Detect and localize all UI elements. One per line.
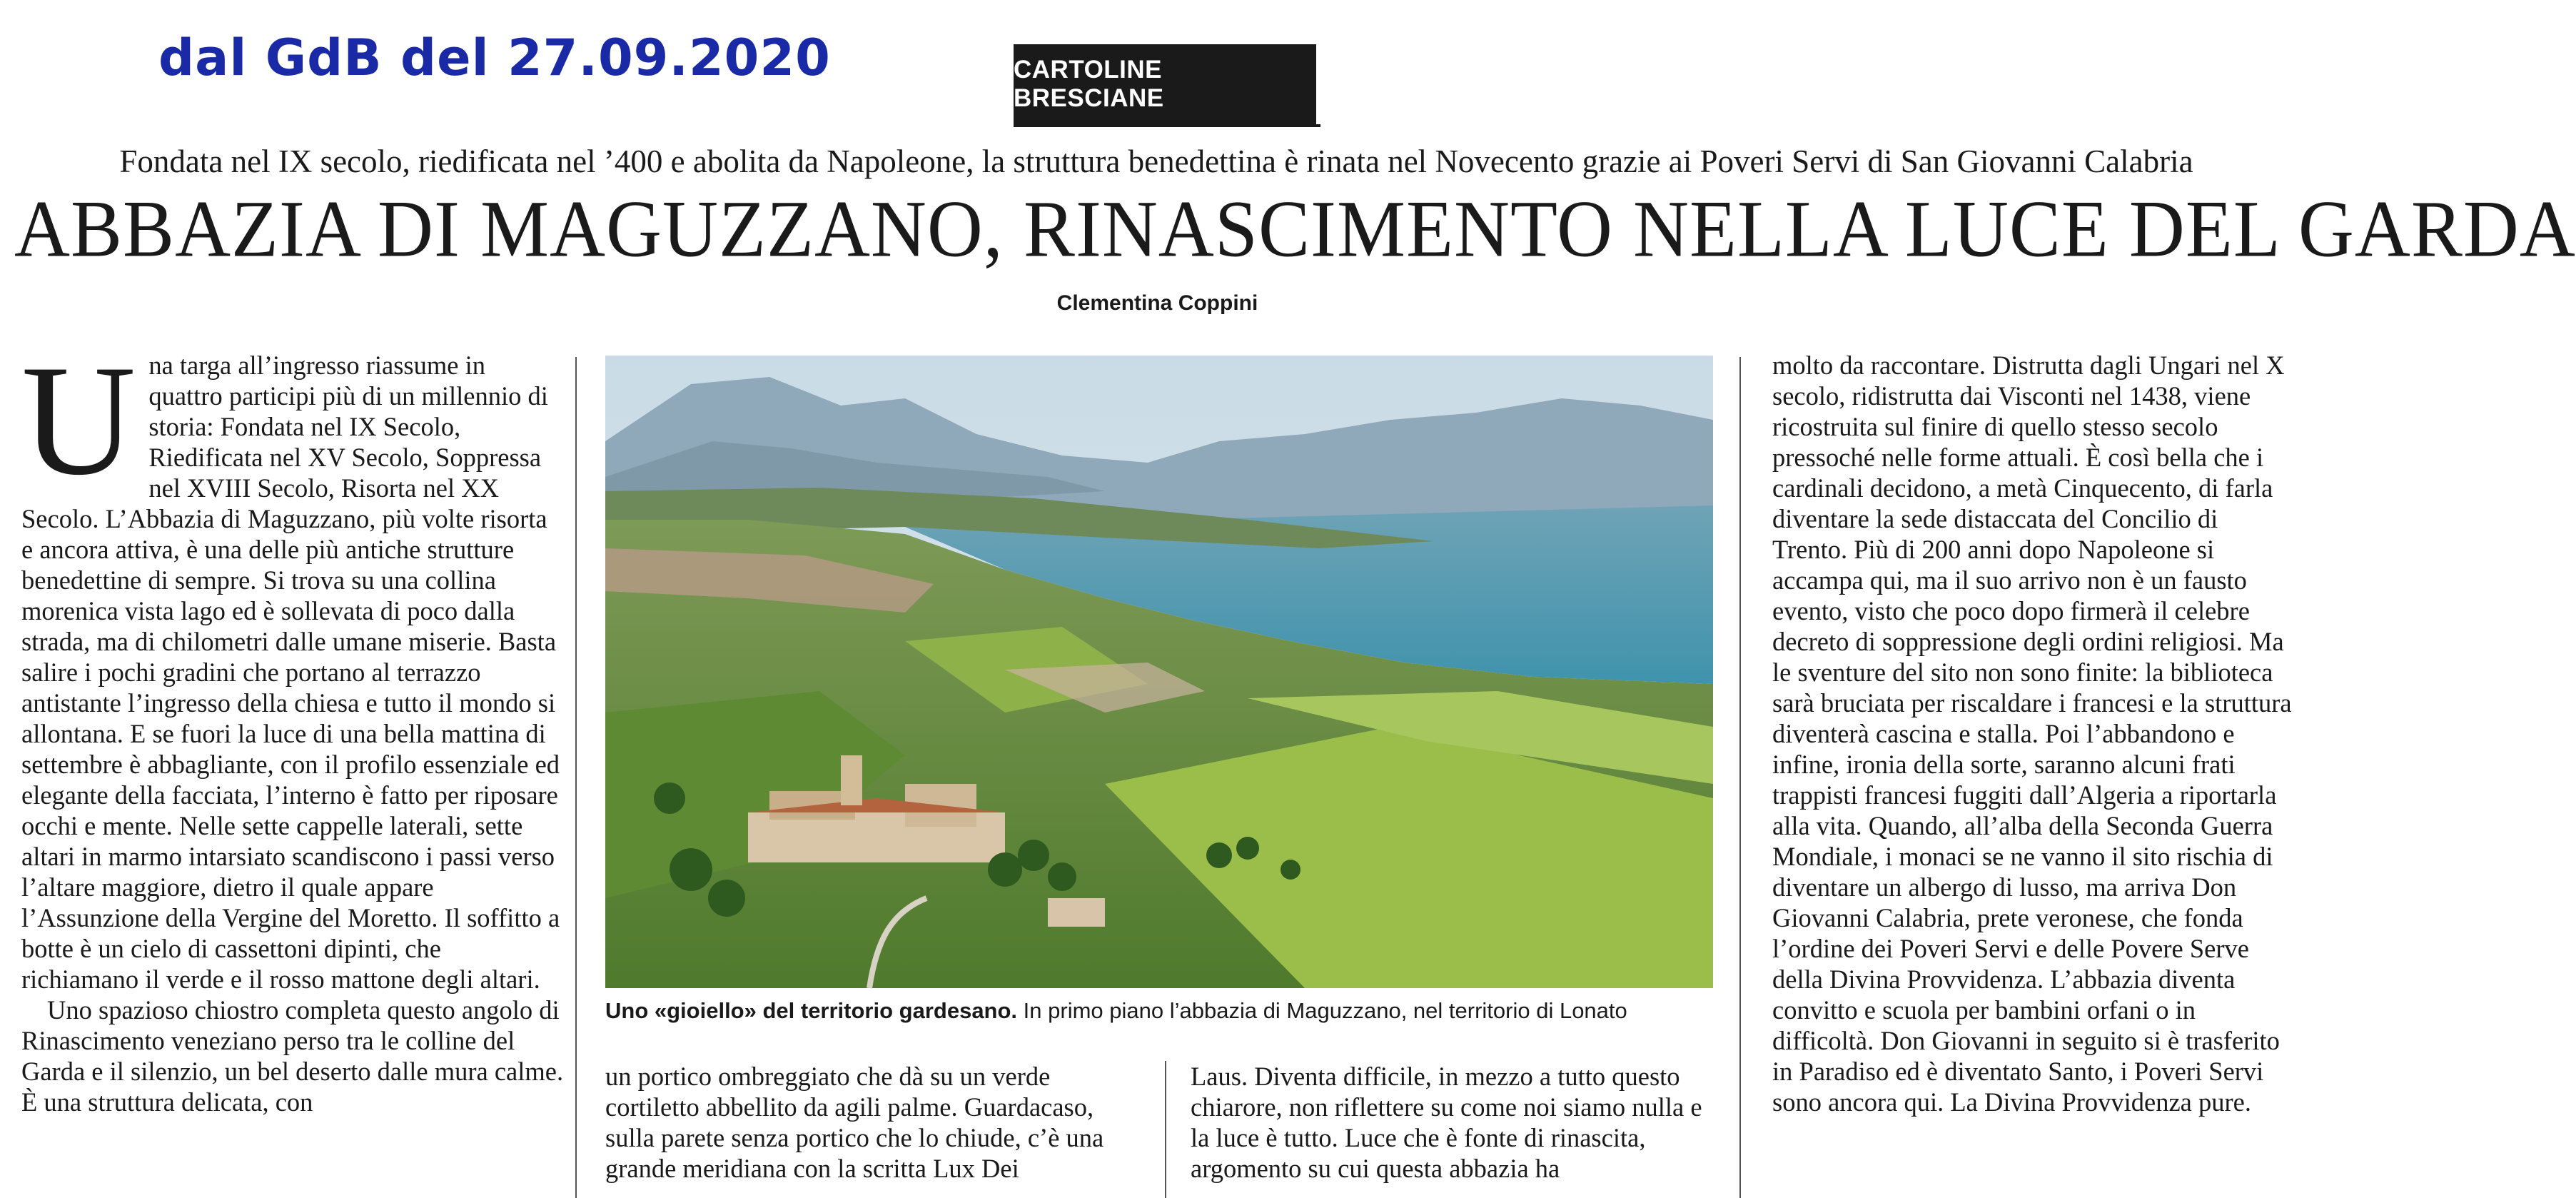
source-label: dal GdB del 27.09.2020 (158, 29, 831, 87)
article-paragraph: molto da raccontare. Distrutta dagli Ungari nel X secolo, ridistrutta dai Visconti nel 1438, viene ricostruita sul finire di quello stesso secolo pressoché nelle forme attuali. È così bella che i cardinali decidono, a metà Cinquecento, di farla diventare la sede distaccata del Concilio di Trento. Più di 200 anni dopo Napoleone si accampa qui, ma il suo arrivo non è un fausto evento, visto che poco dopo firmerà il celebre decreto di soppressione degli ordini religiosi. Ma le sventure del sito non sono finite: la biblioteca sarà bruciata per riscaldare i francesi e la struttura diventerà cascina e stalla. Poi l’abbandono e infine, ironia della sorte, saranno alcuni frati trappisti francesi fuggiti dall’Algeria a riportarla alla vita. Quando, all’alba della Seconda Guerra Mondiale, i monaci se ne vanno il sito rischia di diventare un albergo di lusso, ma arriva Don Giovanni Calabria, prete veronese, che fonda l’ordine dei Poveri Servi e delle Povere Serve della Divina Provvidenza. L’abbazia diventa convitto e scuola per bambini orfani o in difficoltà. Don Giovanni in seguito si è trasferito in Paradiso ed è diventato Santo, i Poveri Servi sono ancora qui. La Divina Provvidenza pure. (1772, 351, 2292, 1117)
article-column-3 (1191, 1061, 1715, 1184)
photo-caption (605, 998, 1719, 1024)
article-column-2 (605, 1061, 1137, 1184)
article-paragraph: Laus. Diventa difficile, in mezzo a tutto questo chiarore, non riflettere su come noi siamo nulla e la luce è tutto. Luce che è fonte di rinascita, argomento su cui questa abbazia ha (1191, 1062, 1702, 1183)
article-paragraph: na targa all’ingresso riassume in quattro participi più di un millennio di storia: Fondata nel IX Secolo, Riedificata nel XV Secolo, Soppressa nel XVIII Secolo, Risorta nel XX Secolo. L’Abbazia di Maguzzano, più volte risorta e ancora attiva, è una delle più antiche strutture benedettine di sempre. Si trova su una collina morenica vista lago ed è sollevata di poco dalla strada, ma di chilometri dalle umane miserie. Basta salire i pochi gradini che portano al terrazzo antistante l’ingresso della chiesa e tutto il mondo si allontana. E se fuori la luce di una bella mattina di settembre è abbagliante, con il profilo essenziale ed elegante della facciata, l’interno è fatto per riposare occhi e mente. Nelle sette cappelle laterali, sette altari in marmo intarsiato scandiscono i passi verso l’altare maggiore, dietro il quale appare l’Assunzione della Vergine del Moretto. Il soffitto a botte è un cielo di cassettoni dipinti, che richiamano il verde e il rosso mattone degli altari. (21, 351, 560, 994)
column-divider (1739, 357, 1741, 1198)
article-paragraph: un portico ombreggiato che dà su un verde cortiletto abbellito da agili palme. Guardacaso, sulla parete senza portico che lo chiude, c’è una grande meridiana con la scritta Lux Dei (605, 1062, 1104, 1183)
caption-lead: Uno «gioiello» del territorio gardesano. (605, 998, 1018, 1023)
column-divider (1165, 1061, 1166, 1198)
headline: ABBAZIA DI MAGUZZANO, RINASCIMENTO NELLA LUCE DEL GARDA (14, 185, 2576, 274)
section-kicker: CARTOLINE BRESCIANE (1014, 44, 1316, 124)
abbey-landscape-photo (605, 356, 1713, 988)
subheadline: Fondata nel IX secolo, riedificata nel ’400 e abolita da Napoleone, la struttura benedettina è rinata nel Novecento grazie ai Poveri Servi di San Giovanni Calabria (119, 144, 2193, 179)
article-paragraph: Uno spazioso chiostro completa questo angolo di Rinascimento veneziano perso tra le colline del Garda e il silenzio, un bel deserto dalle mura calme. È una struttura delicata, con (21, 995, 564, 1117)
byline: Clementina Coppini (1056, 291, 1258, 315)
caption-text: In primo piano l’abbazia di Maguzzano, nel territorio di Lonato (1017, 998, 1627, 1023)
article-column-1 (21, 333, 564, 1198)
column-divider (575, 357, 577, 1198)
kicker-underline (1014, 124, 1320, 127)
article-column-4 (1772, 350, 2293, 1198)
drop-cap: U (21, 333, 136, 508)
